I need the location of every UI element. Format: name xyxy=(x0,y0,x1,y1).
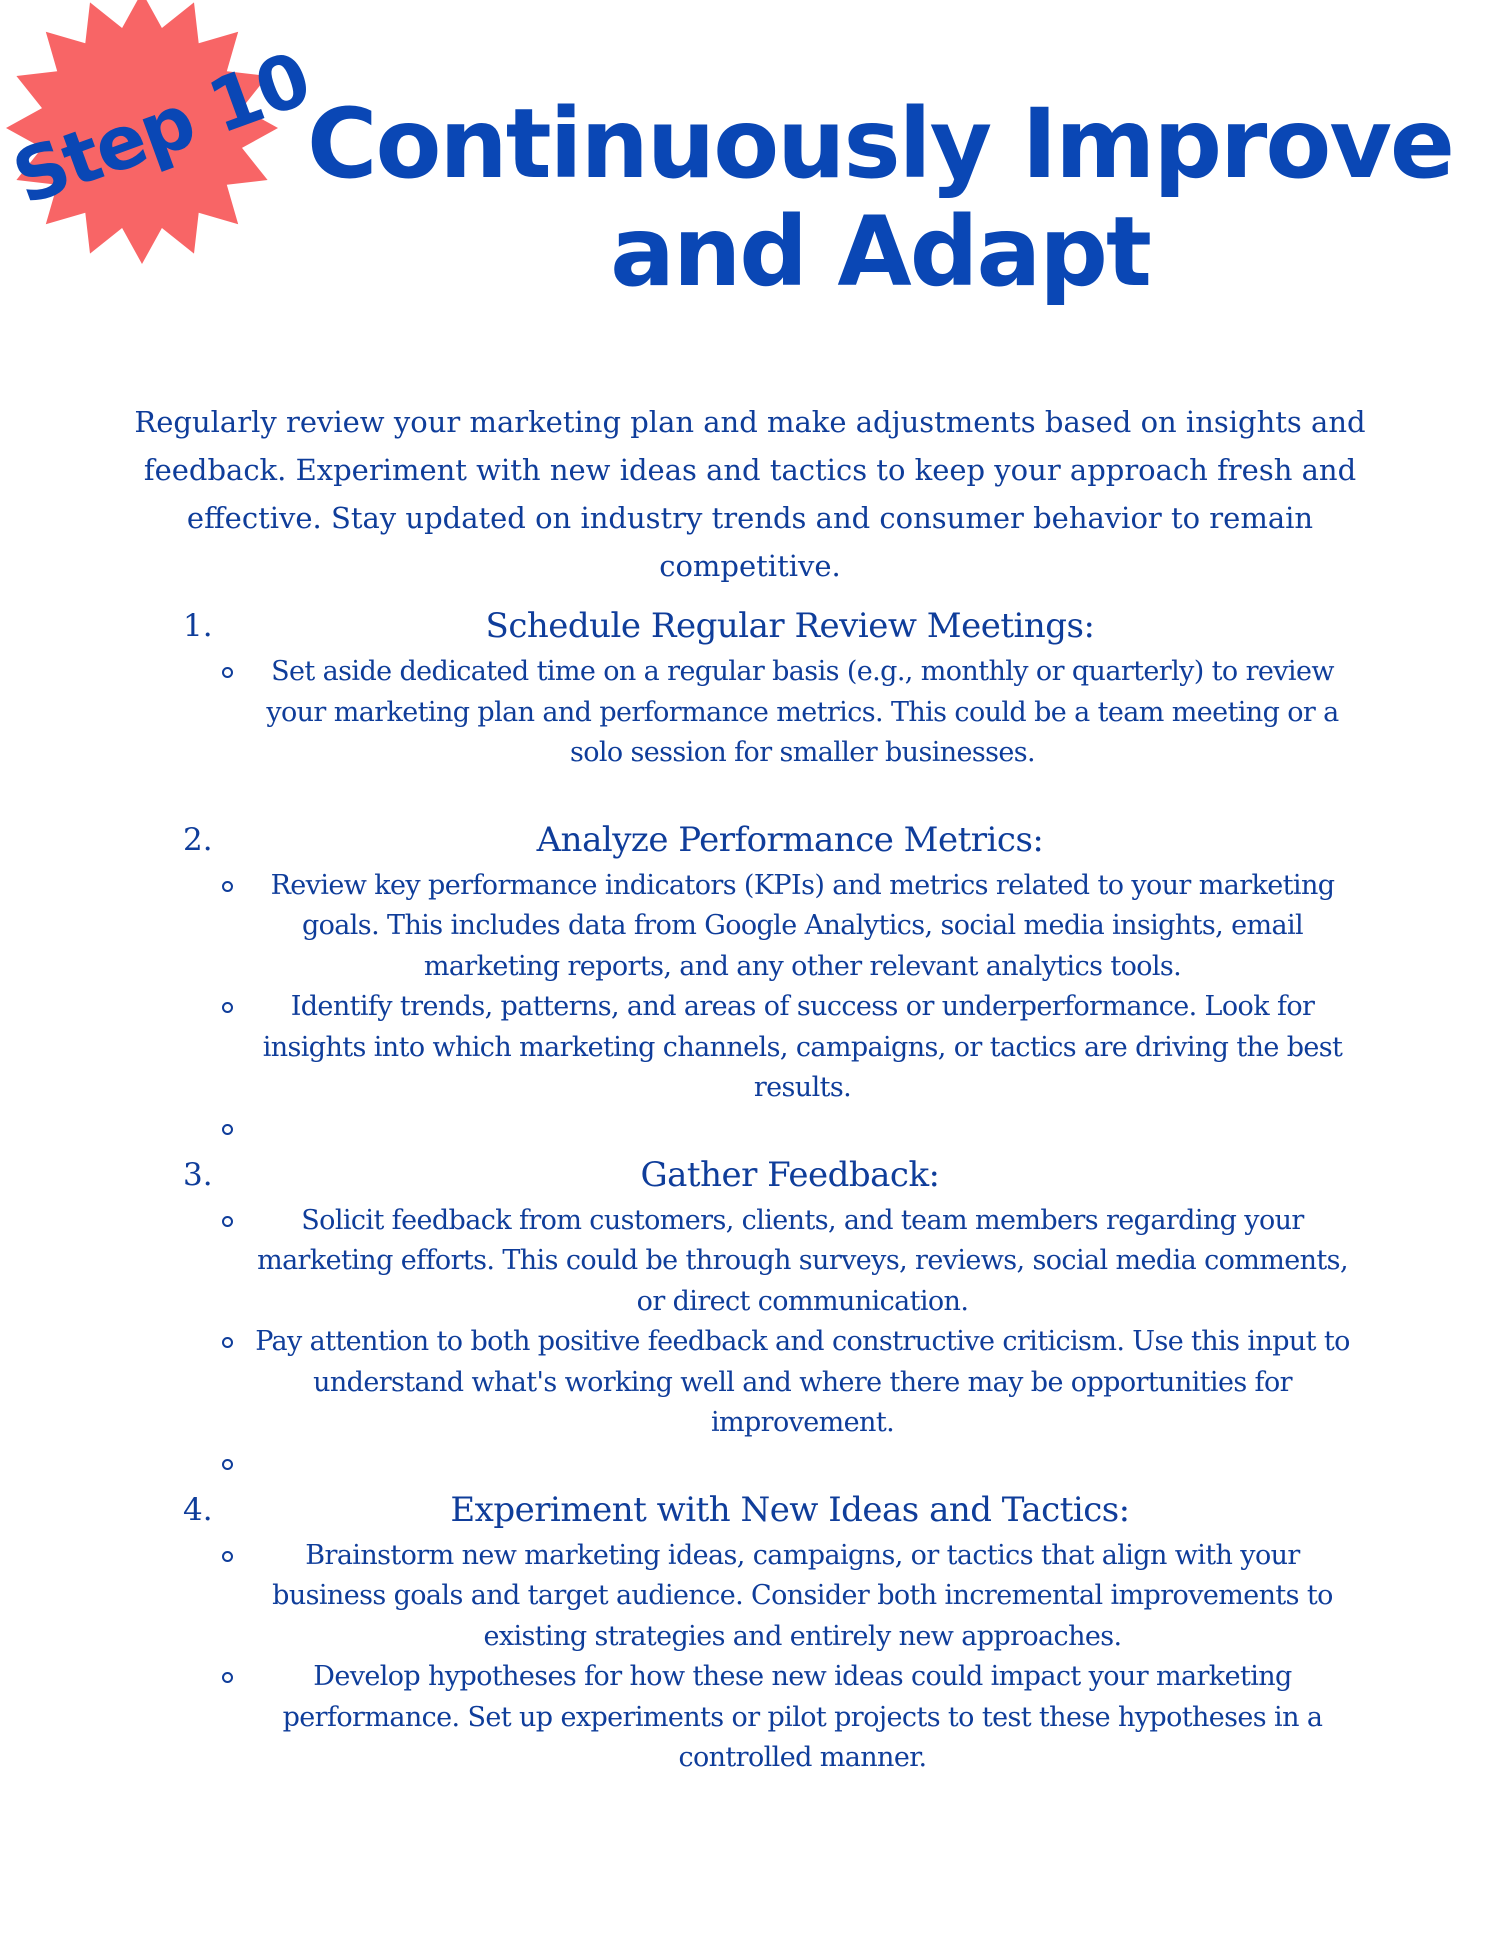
step-badge-label: Step 10 xyxy=(2,36,321,222)
bullet-text: Solicit feedback from customers, clients, and team members regarding your marketing efforts. This could be through surveys, reviews, social media comments, or direct communication. xyxy=(257,1204,1348,1317)
step-title: Experiment with New Ideas and Tactics: xyxy=(450,1489,1130,1530)
bullet-text: Brainstorm new marketing ideas, campaigns, or tactics that align with your business goals and target audience. Consider both incremental improvements to existing strategies and entirely new approaches. xyxy=(272,1539,1333,1652)
bullet-item xyxy=(0,987,1500,1109)
step-number: 3. xyxy=(183,1156,213,1193)
page-title xyxy=(290,90,1470,306)
bullet-circle-icon xyxy=(222,1124,233,1135)
intro-paragraph: Regularly review your marketing plan and make adjustments based on insights and feedback. Experiment with new ideas and tactics to keep your approach fresh and effective. Stay updated on industry trends and consumer behavior to remain competitive. xyxy=(134,405,1366,583)
bullet-text: Identify trends, patterns, and areas of success or underperformance. Look for insights into which marketing channels, campaigns, or tactics are driving the best results. xyxy=(262,991,1343,1103)
bullet-item xyxy=(0,1536,1500,1658)
bullet-circle-icon xyxy=(222,1551,233,1562)
bullet-list xyxy=(0,1536,1500,1779)
bullet-circle-icon xyxy=(222,1216,233,1227)
step-heading xyxy=(0,814,1500,866)
page-title-line-1: Continuously Improve xyxy=(306,88,1454,200)
step-number: 1. xyxy=(183,608,213,644)
steps-list xyxy=(0,600,1500,1779)
bullet-list xyxy=(0,652,1500,774)
bullet-item xyxy=(0,1322,1500,1444)
step-item xyxy=(0,1149,1500,1484)
bullet-item xyxy=(0,1657,1500,1779)
bullet-item-empty xyxy=(0,1109,1500,1149)
bullet-item xyxy=(0,652,1500,774)
step-item xyxy=(0,600,1500,814)
bullet-circle-icon xyxy=(222,881,233,892)
spacer xyxy=(0,774,1500,814)
step-number: 2. xyxy=(183,821,213,858)
bullet-text: Set aside dedicated time on a regular basis (e.g., monthly or quarterly) to review your marketing plan and performance metrics. This could be a team meeting or a solo session for smaller businesses. xyxy=(266,656,1339,768)
step-title: Analyze Performance Metrics: xyxy=(536,819,1044,860)
step-title: Gather Feedback: xyxy=(640,1154,940,1195)
bullet-circle-icon xyxy=(222,1459,233,1470)
bullet-text: Develop hypotheses for how these new ideas could impact your marketing performance. Set up experiments or pilot projects to test these hypotheses in a controlled manner. xyxy=(282,1661,1323,1773)
bullet-list xyxy=(0,866,1500,1149)
bullet-circle-icon xyxy=(222,1002,233,1013)
bullet-item xyxy=(0,1201,1500,1323)
bullet-list xyxy=(0,1201,1500,1484)
step-heading xyxy=(0,1149,1500,1201)
step-heading xyxy=(0,600,1500,652)
page-title-line-2: and Adapt xyxy=(610,196,1150,308)
bullet-circle-icon xyxy=(222,1337,233,1348)
bullet-text: Review key performance indicators (KPIs) and metrics related to your marketing goals. This includes data from Google Analytics, social media insights, email marketing reports, and any other relevant analytics tools. xyxy=(270,869,1335,982)
bullet-item-empty xyxy=(0,1444,1500,1484)
bullet-circle-icon xyxy=(222,1672,233,1683)
bullet-item xyxy=(0,866,1500,988)
step-heading xyxy=(0,1484,1500,1536)
step-number: 4. xyxy=(183,1491,213,1528)
step-item xyxy=(0,814,1500,1149)
step-badge xyxy=(0,0,321,270)
step-item xyxy=(0,1484,1500,1779)
bullet-text: Pay attention to both positive feedback and constructive criticism. Use this input to understand what's working well and where there may be opportunities for improvement. xyxy=(255,1326,1350,1438)
bullet-circle-icon xyxy=(222,667,233,678)
step-title: Schedule Regular Review Meetings: xyxy=(485,606,1095,646)
